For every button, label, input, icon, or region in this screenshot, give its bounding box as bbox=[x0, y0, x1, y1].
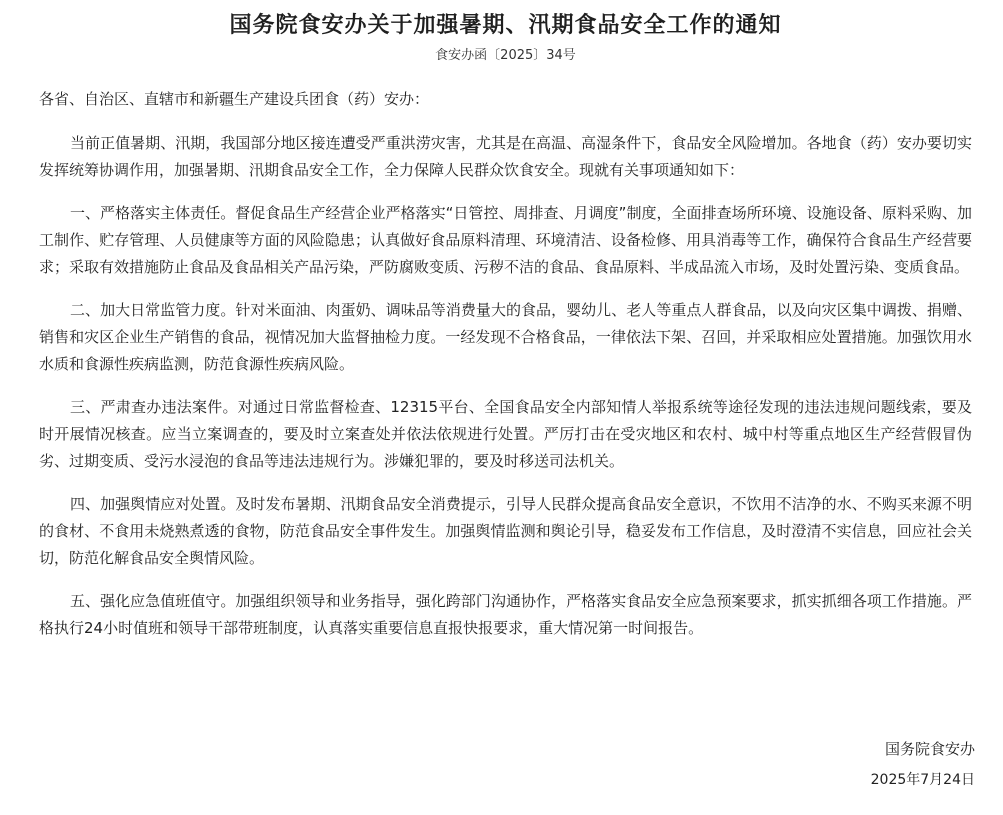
paragraph-item-4: 四、加强舆情应对处置。及时发布暑期、汛期食品安全消费提示，引导人民群众提高食品安全意识，不饮用不洁净的水、不购买来源不明的食材、不食用未烧熟煮透的食物，防范食品安全事件发生。加强舆情监测和舆论引导，稳妥发布工作信息，及时澄清不实信息，回应社会关切，防范化解食品安全舆情风险。 bbox=[39, 495, 972, 567]
paragraph-item-2: 二、加大日常监管力度。针对米面油、肉蛋奶、调味品等消费量大的食品，婴幼儿、老人等重点人群食品，以及向灾区集中调拨、捐赠、销售和灾区企业生产销售的食品，视情况加大监督抽检力度。一经发现不合格食品，一律依法下架、召回，并采取相应处置措施。加强饮用水水质和食源性疾病监测，防范食源性疾病风险。 bbox=[39, 301, 972, 373]
document-title: 国务院食安办关于加强暑期、汛期食品安全工作的通知 bbox=[229, 13, 782, 38]
signature-organization: 国务院食安办 bbox=[884, 740, 975, 758]
document-number: 食安办函〔2025〕34号 bbox=[435, 48, 576, 63]
paragraph-item-3: 三、严肃查办违法案件。对通过日常监督检查、12315平台、全国食品安全内部知情人举报系统等途径发现的违法违规问题线索，要及时开展情况核查。应当立案调查的，要及时立案查处并依法依规进行处置。严厉打击在受灾地区和农村、城中村等重点地区生产经营假冒伪劣、过期变质、受污水浸泡的食品等违法违规行为。涉嫌犯罪的，要及时移送司法机关。 bbox=[39, 398, 972, 470]
paragraph-item-5: 五、强化应急值班值守。加强组织领导和业务指导，强化跨部门沟通协作，严格落实食品安全应急预案要求，抓实抓细各项工作措施。严格执行24小时值班和领导干部带班制度，认真落实重要信息直报快报要求，重大情况第一时间报告。 bbox=[39, 592, 972, 637]
signature-date: 2025年7月24日 bbox=[870, 772, 975, 788]
paragraph-intro: 当前正值暑期、汛期，我国部分地区接连遭受严重洪涝灾害，尤其是在高温、高湿条件下，食品安全风险增加。各地食（药）安办要切实发挥统筹协调作用，加强暑期、汛期食品安全工作，全力保障人民群众饮食安全。现就有关事项通知如下： bbox=[39, 134, 972, 179]
salutation: 各省、自治区、直辖市和新疆生产建设兵团食（药）安办： bbox=[39, 90, 430, 108]
paragraph-item-1: 一、严格落实主体责任。督促食品生产经营企业严格落实“日管控、周排查、月调度”制度，全面排查场所环境、设施设备、原料采购、加工制作、贮存管理、人员健康等方面的风险隐患；认真做好食品原料清理、环境清洁、设备检修、用具消毒等工作，确保符合食品生产经营要求；采取有效措施防止食品及食品相关产品污染，严防腐败变质、污秽不洁的食品、食品原料、半成品流入市场，及时处置污染、变质食品。 bbox=[39, 204, 972, 276]
